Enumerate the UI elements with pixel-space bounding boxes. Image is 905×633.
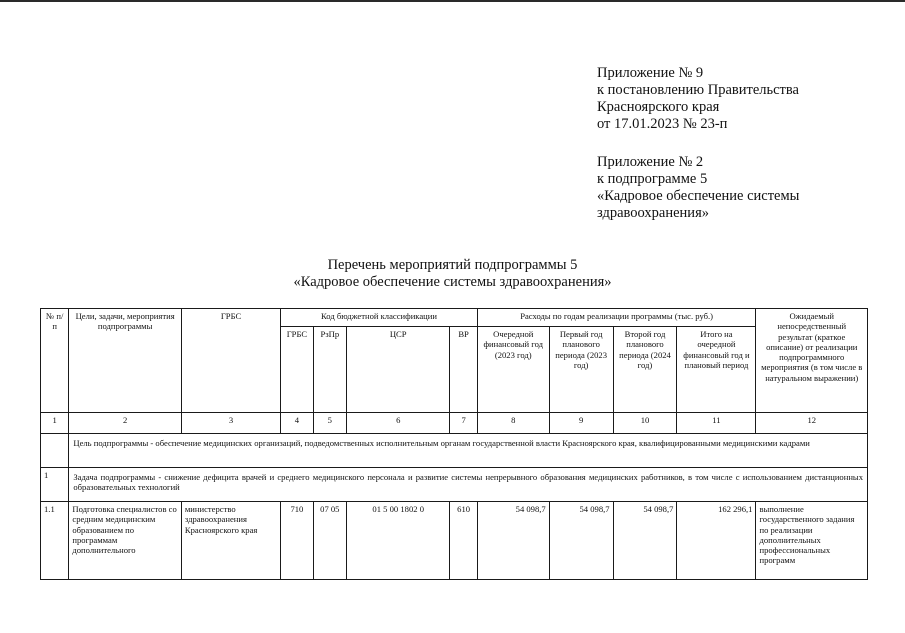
header-year-second: Второй год планового периода (2024 год) bbox=[613, 327, 677, 413]
col-number: 1 bbox=[41, 413, 69, 434]
title-line-1: Перечень мероприятий подпрограммы 5 bbox=[327, 257, 578, 273]
header-total: Итого на очередной финансовый год и плановый период bbox=[677, 327, 756, 413]
appendix-9-block bbox=[597, 65, 799, 133]
col-number: 10 bbox=[613, 413, 677, 434]
row-grbs-name: министерство здравоохранения Красноярского края bbox=[181, 502, 280, 580]
appendix-9-line-3: Красноярского края bbox=[597, 99, 720, 115]
top-border-line bbox=[0, 0, 905, 2]
appendix-9-line-4: от 17.01.2023 № 23-п bbox=[597, 116, 728, 132]
task-num: 1 bbox=[41, 468, 69, 502]
col-number: 12 bbox=[756, 413, 868, 434]
row-y2023: 54 098,7 bbox=[477, 502, 549, 580]
col-number: 2 bbox=[69, 413, 181, 434]
col-number: 9 bbox=[549, 413, 613, 434]
header-result: Ожидаемый непосредственный результат (краткое описание) от реализации подпрограммного мероприятия (в том числе в натуральном выражении) bbox=[756, 309, 868, 413]
header-code-rzpr: РзПр bbox=[313, 327, 346, 413]
header-code-grbs: ГРБС bbox=[281, 327, 313, 413]
row-num: 1.1 bbox=[41, 502, 69, 580]
row-rzpr: 07 05 bbox=[313, 502, 346, 580]
header-budget-code: Код бюджетной классификации bbox=[281, 309, 478, 327]
row-result: выполнение государственного задания по реализации дополнительных профессиональных программ bbox=[756, 502, 868, 580]
col-number: 7 bbox=[450, 413, 477, 434]
goal-num-cell bbox=[41, 434, 69, 468]
header-code-vr: ВР bbox=[450, 327, 477, 413]
header-grbs: ГРБС bbox=[181, 309, 280, 413]
header-expenses: Расходы по годам реализации программы (тыс. руб.) bbox=[477, 309, 756, 327]
table-row bbox=[41, 502, 868, 580]
appendix-9-line-1: Приложение № 9 bbox=[597, 65, 704, 81]
header-goals: Цели, задачи, мероприятия подпрограммы bbox=[69, 309, 181, 413]
header-num: № п/п bbox=[41, 309, 69, 413]
row-y2025: 54 098,7 bbox=[613, 502, 677, 580]
header-row-1 bbox=[41, 309, 868, 327]
measures-table bbox=[40, 308, 868, 580]
row-name: Подготовка специалистов со средним медицинским образованием по программам дополнительного bbox=[69, 502, 181, 580]
col-number: 4 bbox=[281, 413, 313, 434]
task-row bbox=[41, 468, 868, 502]
col-number: 6 bbox=[347, 413, 450, 434]
row-grbs: 710 bbox=[281, 502, 313, 580]
task-text: Задача подпрограммы - снижение дефицита врачей и среднего медицинского персонала и развитие системы непрерывного образования медицинских работников, в том числе с использованием дистанционных образовательных технологий bbox=[69, 468, 868, 502]
row-vr: 610 bbox=[450, 502, 477, 580]
row-total: 162 296,1 bbox=[677, 502, 756, 580]
row-y2024: 54 098,7 bbox=[549, 502, 613, 580]
title-line-2: «Кадровое обеспечение системы здравоохранения» bbox=[293, 274, 612, 290]
appendix-2-line-1: Приложение № 2 bbox=[597, 154, 704, 170]
col-number: 5 bbox=[313, 413, 346, 434]
header-code-csr: ЦСР bbox=[347, 327, 450, 413]
header-year-first: Первый год планового периода (2023 год) bbox=[549, 327, 613, 413]
appendix-2-line-4: здравоохранения» bbox=[597, 205, 709, 221]
appendix-2-line-3: «Кадровое обеспечение системы bbox=[597, 188, 800, 204]
document-title bbox=[0, 257, 905, 291]
col-number: 8 bbox=[477, 413, 549, 434]
col-number: 3 bbox=[181, 413, 280, 434]
column-number-row bbox=[41, 413, 868, 434]
col-number: 11 bbox=[677, 413, 756, 434]
goal-row bbox=[41, 434, 868, 468]
appendix-9-line-2: к постановлению Правительства bbox=[597, 82, 799, 98]
header-year-current: Очередной финансовый год (2023 год) bbox=[477, 327, 549, 413]
appendix-2-block bbox=[597, 154, 799, 222]
row-csr: 01 5 00 1802 0 bbox=[347, 502, 450, 580]
appendix-2-line-2: к подпрограмме 5 bbox=[597, 171, 708, 187]
goal-text: Цель подпрограммы - обеспечение медицинских организаций, подведомственных исполнительным органам государственной власти Красноярского края, квалифицированными медицинскими кадрами bbox=[69, 434, 868, 468]
